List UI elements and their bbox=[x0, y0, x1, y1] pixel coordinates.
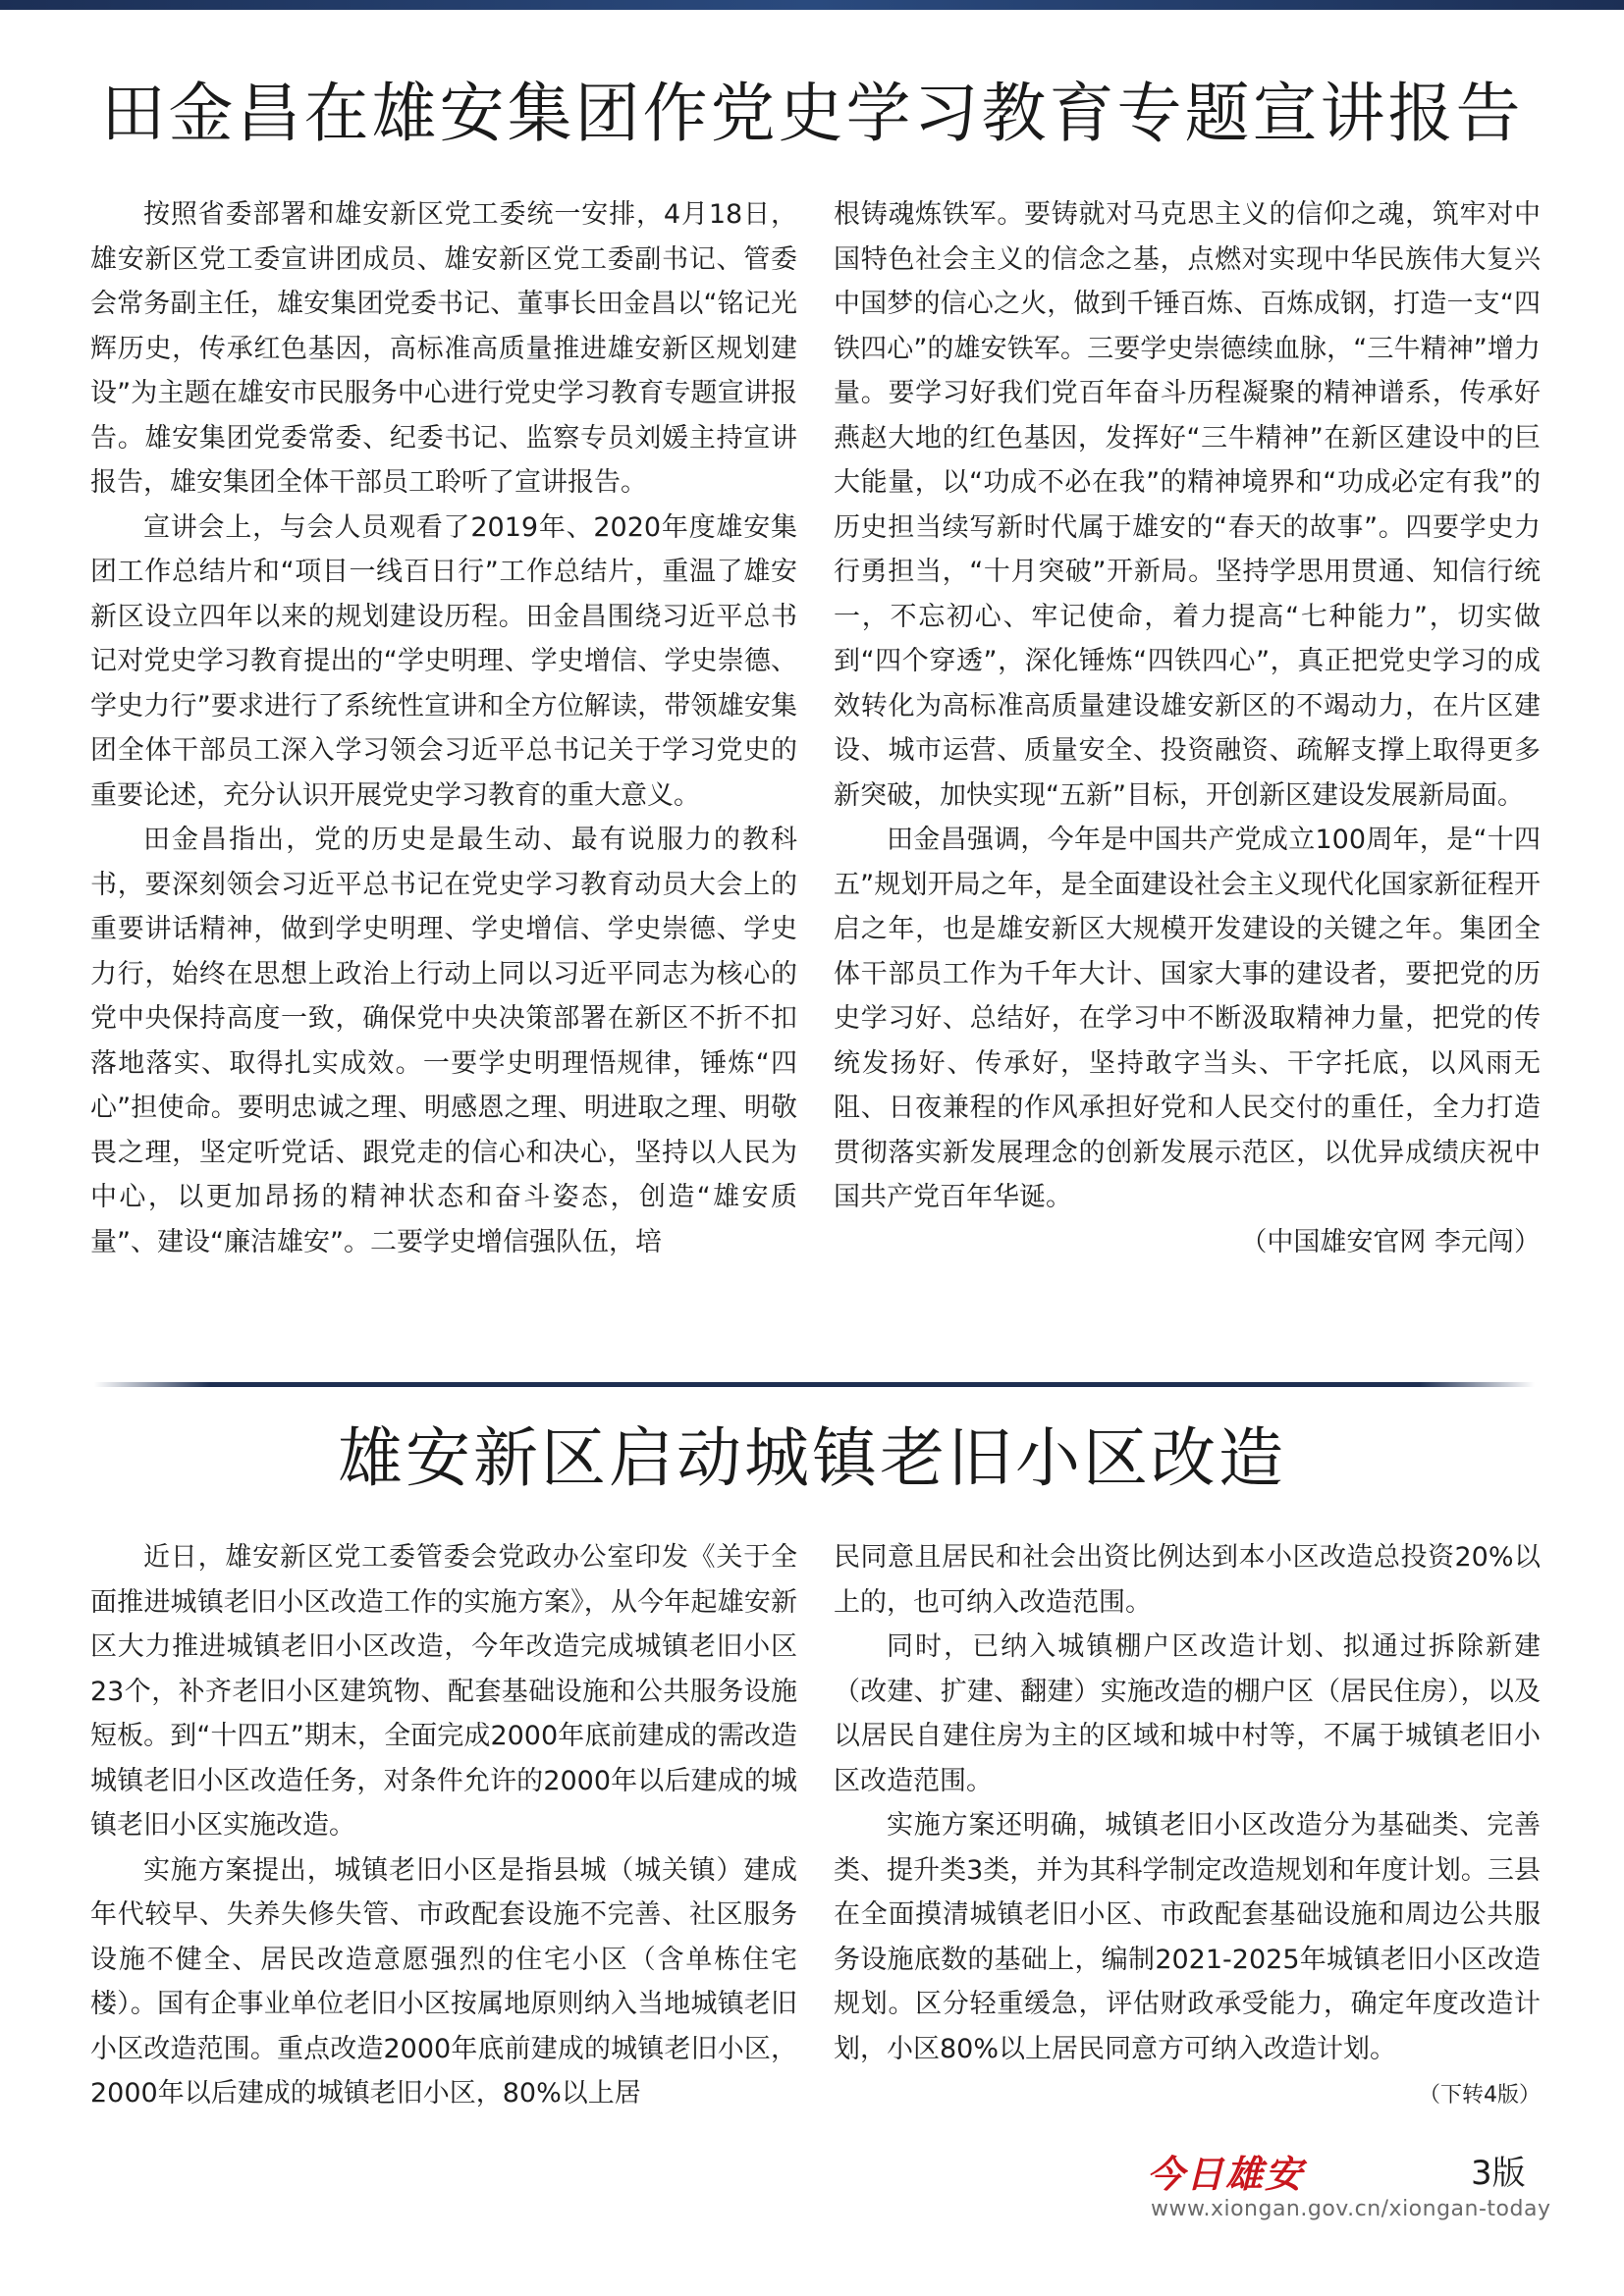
continued-on-note: （下转4版） bbox=[1419, 2083, 1541, 2108]
top-decorative-bar bbox=[0, 0, 1624, 10]
byline: （中国雄安官网 李元闯） bbox=[1240, 1226, 1541, 1257]
article1-title: 田金昌在雄安集团作党史学习教育专题宣讲报告 bbox=[100, 76, 1524, 151]
article1-left-column bbox=[90, 192, 797, 1264]
paragraph: 田金昌强调，今年是中国共产党成立100周年，是“十四五”规划开局之年，是全面建设社会主义现代化国家新征程开启之年，也是雄安新区大规模开发建设的关键之年。集团全体干部员工作为千年大计、国家大事的建设者，要把党的历史学习好、总结好，在学习中不断汲取精神力量，把党的传统发扬好、传承好，坚持敢字当头、干字托底，以风雨无阻、日夜兼程的作风承担好党和人民交付的重任，全力打造贯彻落实新发展理念的创新发展示范区，以优异成绩庆祝中国共产党百年华诞。 bbox=[834, 825, 1541, 1212]
paragraph: 实施方案提出，城镇老旧小区是指县城（城关镇）建成年代较早、失养失修失管、市政配套设施不完善、社区服务设施不健全、居民改造意愿强烈的住宅小区（含单栋住宅楼）。国有企事业单位老旧小区按属地原则纳入当地城镇老旧小区改造范围。重点改造2000年底前建成的城镇老旧小区，2000年以后建成的城镇老旧小区，80%以上居 bbox=[90, 1854, 797, 2109]
article1-right-column bbox=[834, 192, 1541, 1264]
publication-logo: 今日雄安 bbox=[1147, 2152, 1305, 2196]
article2-title: 雄安新区启动城镇老旧小区改造 bbox=[338, 1420, 1286, 1496]
page-number: 3版 bbox=[1471, 2154, 1526, 2193]
article2-left-column bbox=[90, 1535, 797, 2116]
paragraph-continuation: 民同意且居民和社会出资比例达到本小区改造总投资20%以上的，也可纳入改造范围。 bbox=[834, 1542, 1541, 1618]
article2-right-column bbox=[834, 1535, 1541, 2118]
website-url[interactable]: www.xiongan.gov.cn/xiongan-today bbox=[1151, 2197, 1551, 2221]
paragraph: 实施方案还明确，城镇老旧小区改造分为基础类、完善类、提升类3类，并为其科学制定改造规划和年度计划。三县在全面摸清城镇老旧小区、市政配套基础设施和周边公共服务设施底数的基础上，编制2021-2025年城镇老旧小区改造规划。区分轻重缓急，评估财政承受能力，确定年度改造计划，小区80%以上居民同意方可纳入改造计划。 bbox=[834, 1810, 1541, 2064]
paragraph: 近日，雄安新区党工委管委会党政办公室印发《关于全面推进城镇老旧小区改造工作的实施方案》，从今年起雄安新区大力推进城镇老旧小区改造，今年改造完成城镇老旧小区23个，补齐老旧小区建筑物、配套基础设施和公共服务设施短板。到“十四五”期末，全面完成2000年底前建成的需改造城镇老旧小区改造任务，对条件允许的2000年以后建成的城镇老旧小区实施改造。 bbox=[90, 1542, 797, 1841]
paragraph: 田金昌指出，党的历史是最生动、最有说服力的教科书，要深刻领会习近平总书记在党史学习教育动员大会上的重要讲话精神，做到学史明理、学史增信、学史崇德、学史力行，始终在思想上政治上行动上同以习近平同志为核心的党中央保持高度一致，确保党中央决策部署在新区不折不扣落地落实、取得扎实成效。一要学史明理悟规律，锤炼“四心”担使命。要明忠诚之理、明感恩之理、明进取之理、明敬畏之理，坚定听党话、跟党走的信心和决心，坚持以人民为中心，以更加昂扬的精神状态和奋斗姿态，创造“雄安质量”、建设“廉洁雄安”。二要学史增信强队伍，培 bbox=[90, 825, 797, 1257]
paragraph: 同时，已纳入城镇棚户区改造计划、拟通过拆除新建（改建、扩建、翻建）实施改造的棚户区（居民住房），以及以居民自建住房为主的区域和城中村等，不属于城镇老旧小区改造范围。 bbox=[834, 1631, 1541, 1796]
paragraph-continuation: 根铸魂炼铁军。要铸就对马克思主义的信仰之魂，筑牢对中国特色社会主义的信念之基，点燃对实现中华民族伟大复兴中国梦的信心之火，做到千锤百炼、百炼成钢，打造一支“四铁四心”的雄安铁军。三要学史崇德续血脉，“三牛精神”增力量。要学习好我们党百年奋斗历程凝聚的精神谱系，传承好燕赵大地的红色基因，发挥好“三牛精神”在新区建设中的巨大能量，以“功成不必在我”的精神境界和“功成必定有我”的历史担当续写新时代属于雄安的“春天的故事”。四要学史力行勇担当，“十月突破”开新局。坚持学思用贯通、知信行统一，不忘初心、牢记使命，着力提高“七种能力”，切实做到“四个穿透”，深化锤炼“四铁四心”，真正把党史学习的成效转化为高标准高质量建设雄安新区的不竭动力，在片区建设、城市运营、质量安全、投资融资、疏解支撑上取得更多新突破，加快实现“五新”目标，开创新区建设发展新局面。 bbox=[834, 199, 1541, 811]
paragraph: 按照省委部署和雄安新区党工委统一安排，4月18日，雄安新区党工委宣讲团成员、雄安新区党工委副书记、管委会常务副主任，雄安集团党委书记、董事长田金昌以“铭记光辉历史，传承红色基因，高标准高质量推进雄安新区规划建设”为主题在雄安市民服务中心进行党史学习教育专题宣讲报告。雄安集团党委常委、纪委书记、监察专员刘媛主持宣讲报告，雄安集团全体干部员工聆听了宣讲报告。 bbox=[90, 199, 797, 498]
section-divider bbox=[94, 1382, 1535, 1387]
paragraph: 宣讲会上，与会人员观看了2019年、2020年度雄安集团工作总结片和“项目一线百日行”工作总结片，重温了雄安新区设立四年以来的规划建设历程。田金昌围绕习近平总书记对党史学习教育提出的“学史明理、学史增信、学史崇德、学史力行”要求进行了系统性宣讲和全方位解读，带领雄安集团全体干部员工深入学习领会习近平总书记关于学习党史的重要论述，充分认识开展党史学习教育的重大意义。 bbox=[90, 511, 797, 811]
